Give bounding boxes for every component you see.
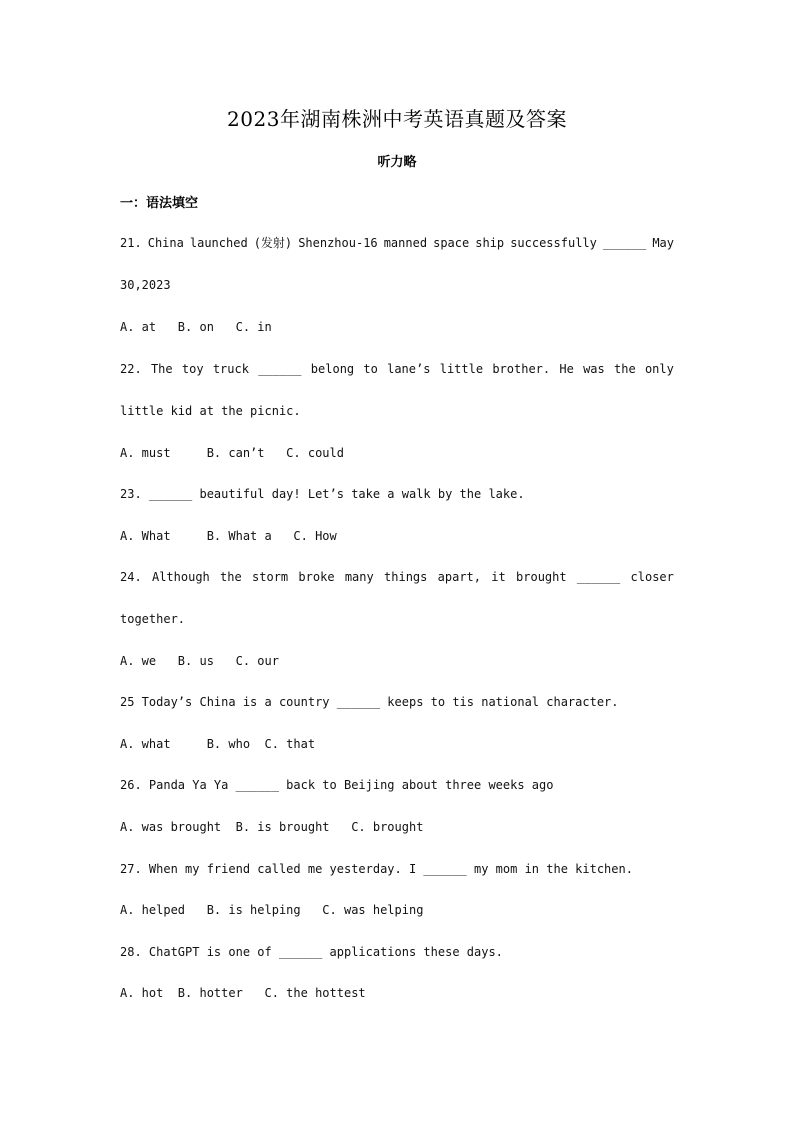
section-heading: 一：语法填空: [120, 196, 199, 211]
question-24-options: A. we B. us C. our: [120, 654, 279, 668]
question-23-options: A. What B. What a C. How: [120, 529, 337, 543]
question-26-line-1: 26. Panda Ya Ya ______ back to Beijing about three weeks ago: [120, 778, 554, 792]
question-22-line-1: 22. The toy truck ______ belong to lane’s little brother. He was the only: [120, 362, 674, 376]
question-24-line-2: together.: [120, 612, 186, 626]
question-24-line-1: 24. Although the storm broke many things apart, it brought ______ closer: [120, 570, 674, 584]
listening-note: 听力略: [377, 155, 417, 170]
question-22-line-2: little kid at the picnic.: [120, 404, 301, 418]
question-22-options: A. must B. can’t C. could: [120, 446, 344, 460]
question-25-line-1: 25 Today’s China is a country ______ keeps to tis national character.: [120, 695, 619, 709]
question-21-line-1: 21. China launched (发射) Shenzhou-16 manned space ship successfully ______ May: [120, 236, 674, 250]
question-26-options: A. was brought B. is brought C. brought: [120, 820, 424, 834]
document-title: 2023年湖南株洲中考英语真题及答案: [227, 107, 567, 131]
question-21-options: A. at B. on C. in: [120, 320, 272, 334]
question-27-line-1: 27. When my friend called me yesterday. I ______ my mom in the kitchen.: [120, 862, 633, 876]
question-23-line-1: 23. ______ beautiful day! Let’s take a walk by the lake.: [120, 487, 525, 501]
question-27-options: A. helped B. is helping C. was helping: [120, 903, 424, 917]
question-28-line-1: 28. ChatGPT is one of ______ applications these days.: [120, 945, 503, 959]
question-21-line-2: 30,2023: [120, 278, 171, 292]
question-25-options: A. what B. who C. that: [120, 737, 316, 751]
question-28-options: A. hot B. hotter C. the hottest: [120, 986, 366, 1000]
